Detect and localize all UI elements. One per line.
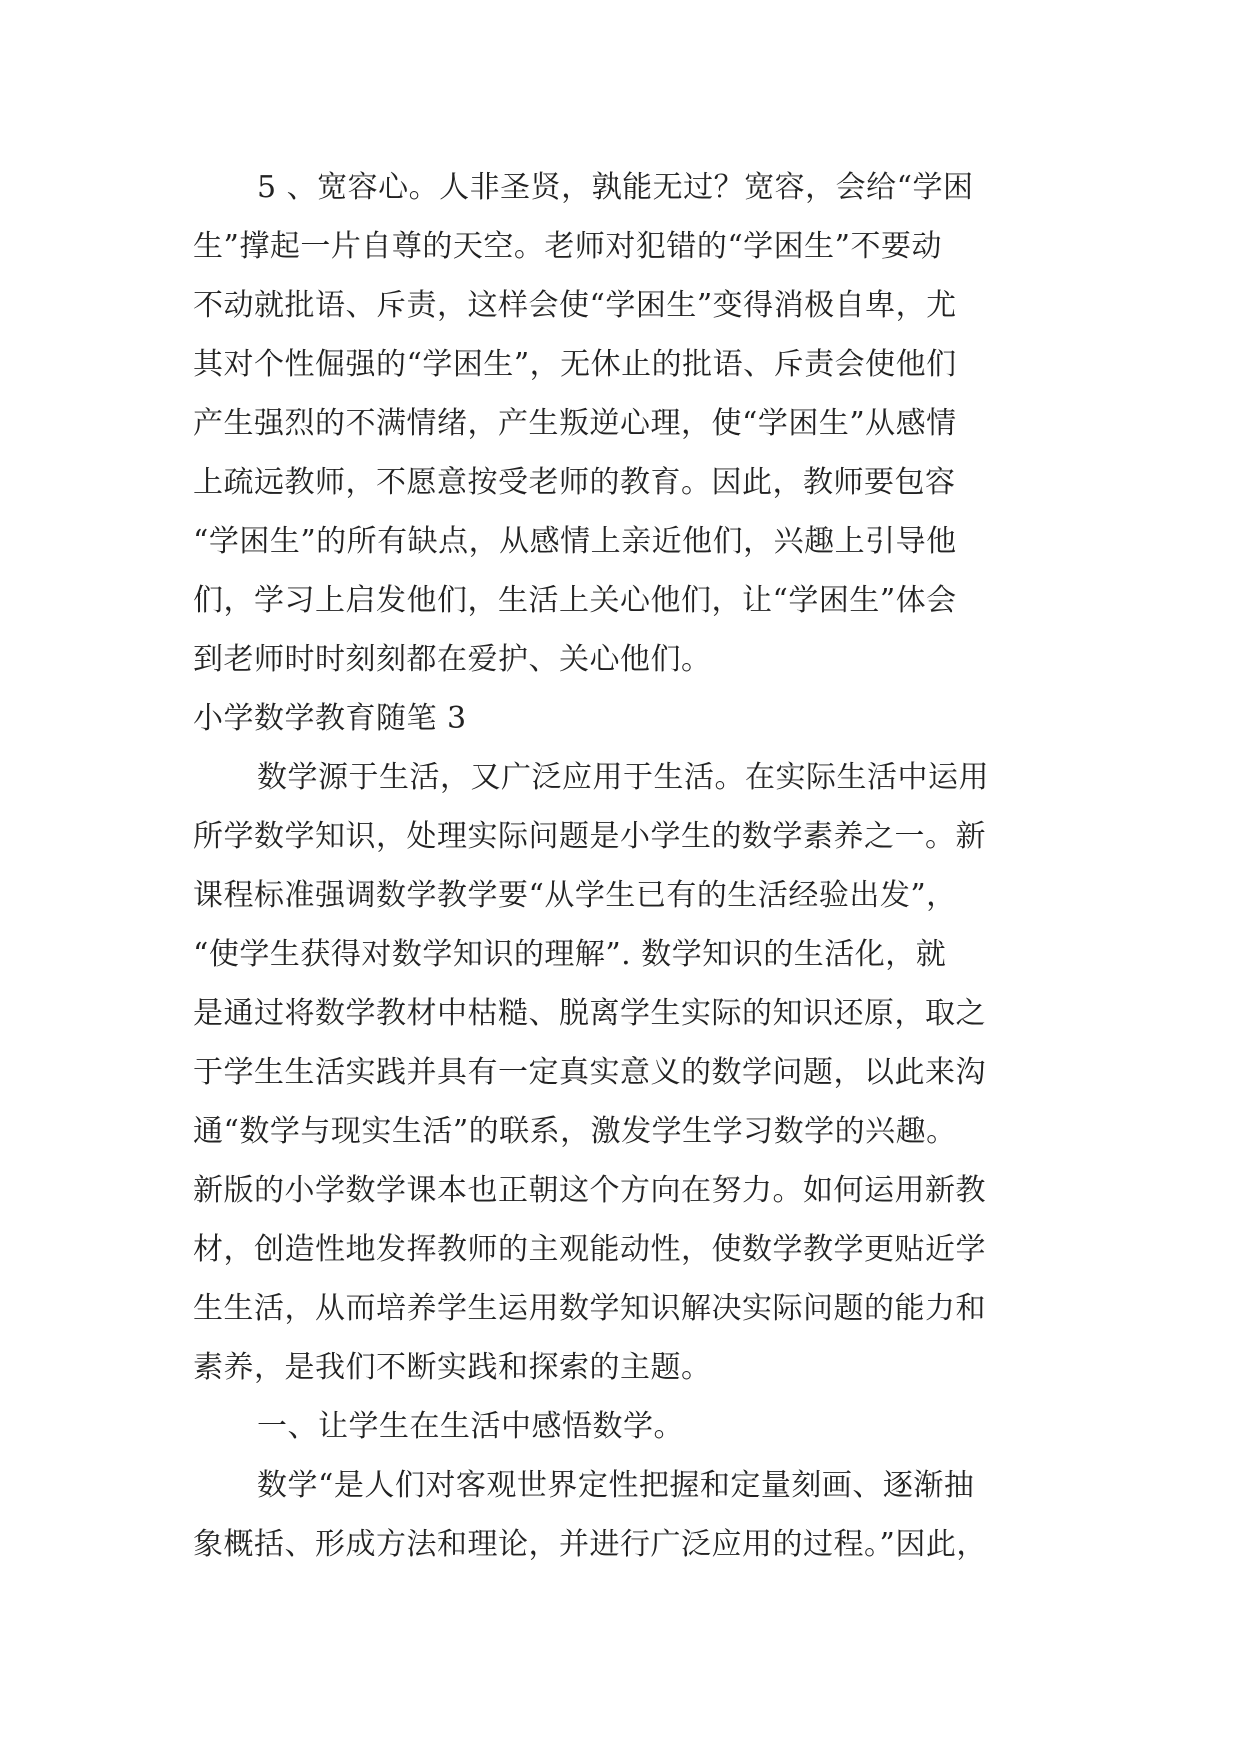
paragraph-line: 通“数学与现实生活”的联系，激发学生学习数学的兴趣。 (193, 1114, 957, 1149)
paragraph-line: 数学源于生活，又广泛应用于生活。在实际生活中运用 (257, 760, 989, 795)
paragraph-line: 生”撑起一片自尊的天空。老师对犯错的“学困生”不要动 (193, 229, 943, 264)
paragraph-line: 们，学习上启发他们，生活上关心他们，让“学困生”体会 (193, 583, 957, 618)
paragraph-line: 产生强烈的不满情绪，产生叛逆心理，使“学困生”从感情 (193, 406, 957, 441)
paragraph-line: 素养，是我们不断实践和探索的主题。 (193, 1350, 712, 1385)
paragraph-line: 于学生生活实践并具有一定真实意义的数学问题，以此来沟 (193, 1055, 986, 1090)
paragraph-line: “使学生获得对数学知识的理解”. 数学知识的生活化，就 (193, 937, 947, 972)
subheading-line: 一、让学生在生活中感悟数学。 (257, 1409, 684, 1444)
paragraph-line: 5 、宽容心。人非圣贤，孰能无过？宽容，会给“学困 (257, 170, 974, 205)
paragraph-line: 新版的小学数学课本也正朝这个方向在努力。如何运用新教 (193, 1173, 986, 1208)
paragraph-line: 材，创造性地发挥教师的主观能动性，使数学教学更贴近学 (193, 1232, 986, 1267)
paragraph-line: 其对个性倔强的“学困生”，无休止的批语、斥责会使他们 (193, 347, 957, 382)
paragraph-line: 数学“是人们对客观世界定性把握和定量刻画、逐渐抽 (257, 1468, 975, 1503)
paragraph-line: 课程标准强调数学教学要“从学生已有的生活经验出发”， (193, 878, 957, 913)
section-heading: 小学数学教育随笔 3 (193, 701, 467, 736)
paragraph-line: 到老师时时刻刻都在爱护、关心他们。 (193, 642, 712, 677)
paragraph-line: “学困生”的所有缺点，从感情上亲近他们，兴趣上引导他 (193, 524, 957, 559)
paragraph-line: 象概括、形成方法和理论，并进行广泛应用的过程。”因此， (193, 1527, 987, 1562)
paragraph-line: 生生活，从而培养学生运用数学知识解决实际问题的能力和 (193, 1291, 986, 1326)
paragraph-line: 是通过将数学教材中枯糙、脱离学生实际的知识还原，取之 (193, 996, 986, 1031)
paragraph-line: 所学数学知识，处理实际问题是小学生的数学素养之一。新 (193, 819, 986, 854)
paragraph-line: 上疏远教师，不愿意按受老师的教育。因此，教师要包容 (193, 465, 956, 500)
paragraph-line: 不动就批语、斥责，这样会使“学困生”变得消极自卑，尤 (193, 288, 957, 323)
